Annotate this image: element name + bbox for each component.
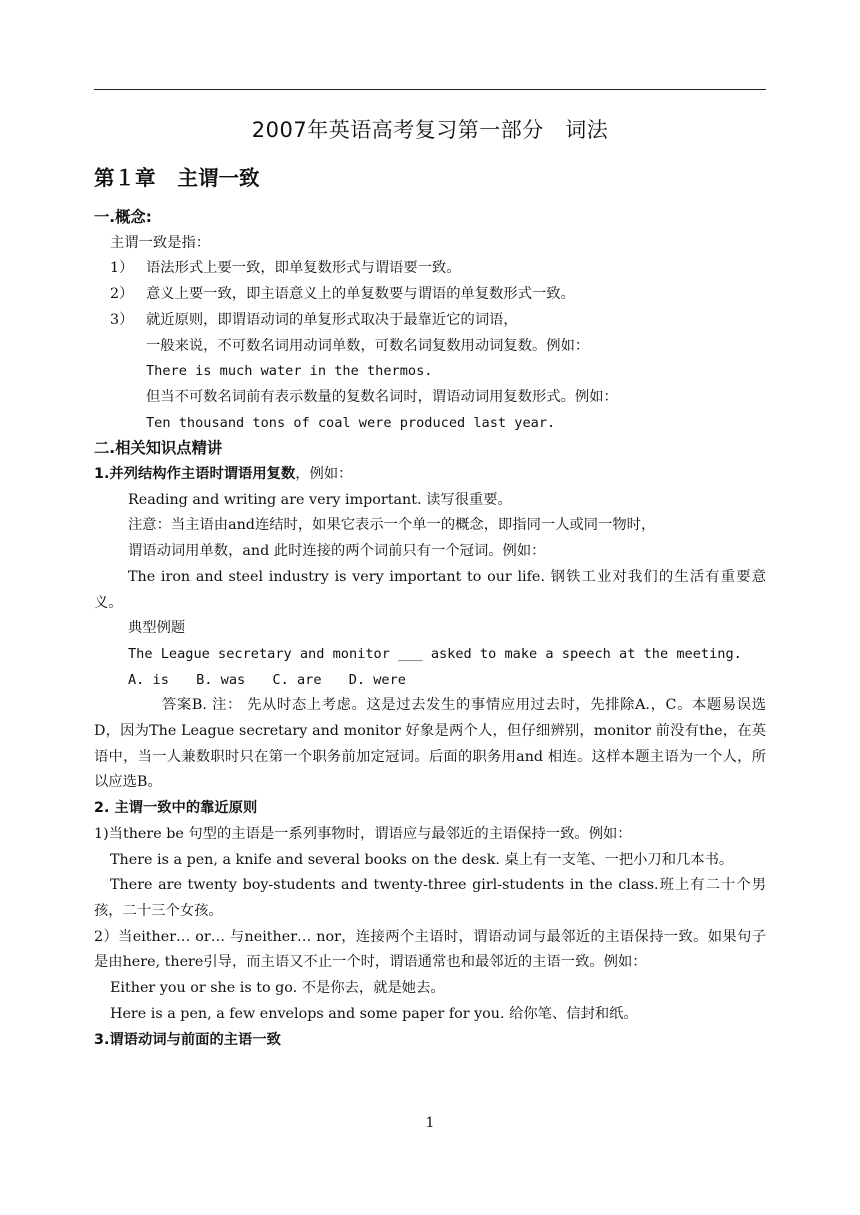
list-text: 意义上要一致，即主语意义上的单复数要与谓语的单复数形式一致。 — [146, 286, 575, 303]
point-heading: 3.谓语动词与前面的主语一致 — [94, 1031, 281, 1048]
list-number: 2） — [110, 286, 134, 303]
chapter-heading — [94, 163, 766, 193]
example-sentence: There are twenty boy-students and twenty-three girl-students in the class.班上有二十个男孩，二十三个女孩。 — [94, 877, 766, 919]
list-number: 1） — [110, 260, 134, 277]
rule-text: 2）当either… or… 与neither… nor，连接两个主语时，谓语动词与最邻近的主语保持一致。如果句子是由here, there引导，而主语又不止一个时，谓语通常也和最邻近的主语一致。例如： — [94, 928, 766, 971]
chapter-name: 主谓一致 — [177, 166, 260, 190]
example-sentence: Either you or she is to go. 不是你去，就是她去。 — [110, 980, 445, 997]
document-body — [94, 163, 766, 1053]
example-sentence: The iron and steel industry is very important to our life. 钢铁工业对我们的生活有重要意义。 — [94, 568, 766, 611]
paragraph: 一般来说，不可数名词用动词单数，可数名词复数用动词复数。例如： — [146, 337, 590, 354]
document-title: 2007年英语高考复习第一部分 词法 — [251, 118, 609, 142]
rule-text: 1)当there be 句型的主语是一系列事物时，谓语应与最邻近的主语保持一致。例如： — [94, 825, 632, 842]
typical-example-label: 典型例题 — [128, 620, 186, 637]
paragraph: 主谓一致是指： — [110, 234, 211, 251]
note-text: 注意：当主语由and连结时，如果它表示一个单一的概念，即指同一人或同一物时， — [128, 517, 656, 534]
example-sentence: There is much water in the thermos. — [146, 363, 433, 380]
answer-explanation: 答案B. 注： 先从时态上考虑。这是过去发生的事情应用过去时，先排除A.，C。本题易误选D，因为The League secretary and monitor 好象是两个人，但仔细辨别，monitor 前没有the，在英语中，当一人兼数职时只在第一个职务前加定冠词。后面的职务用and 相连。这样本题主语为一个人，所以应选B。 — [94, 697, 766, 791]
section-heading: 一.概念: — [94, 208, 152, 226]
example-sentence: Here is a pen, a few envelops and some paper for you. 给你笔、信封和纸。 — [110, 1005, 638, 1022]
section-heading: 二.相关知识点精讲 — [94, 439, 223, 458]
header-rule — [94, 89, 766, 90]
list-item — [94, 256, 766, 282]
example-sentence: Reading and writing are very important. 读写很重要。 — [128, 491, 512, 508]
exercise-options: A. is B. was C. are D. were — [128, 671, 406, 688]
list-item — [94, 308, 766, 334]
point-title-suffix: ，例如： — [295, 466, 353, 483]
paragraph: 但当不可数名词前有表示数量的复数名词时，谓语动词用复数形式。例如： — [146, 388, 618, 405]
point-heading — [94, 462, 766, 488]
exercise-question: The League secretary and monitor ___ asked to make a speech at the meeting. — [128, 645, 742, 662]
point-title: 1.并列结构作主语时谓语用复数 — [94, 466, 296, 483]
point-heading: 2. 主谓一致中的靠近原则 — [94, 800, 258, 817]
list-text: 语法形式上要一致，即单复数形式与谓语要一致。 — [146, 260, 461, 277]
note-text: 谓语动词用单数，and 此时连接的两个词前只有一个冠词。例如： — [128, 543, 546, 560]
example-sentence: There is a pen, a knife and several books on the desk. 桌上有一支笔、一把小刀和几本书。 — [110, 851, 734, 868]
example-sentence: Ten thousand tons of coal were produced last year. — [146, 414, 556, 431]
list-item — [94, 282, 766, 308]
list-number: 3） — [110, 311, 134, 328]
page-number: 1 — [425, 1115, 435, 1131]
chapter-number: 第１章 — [94, 166, 156, 190]
list-text: 就近原则，即谓语动词的单复形式取决于最靠近它的词语， — [146, 311, 518, 328]
